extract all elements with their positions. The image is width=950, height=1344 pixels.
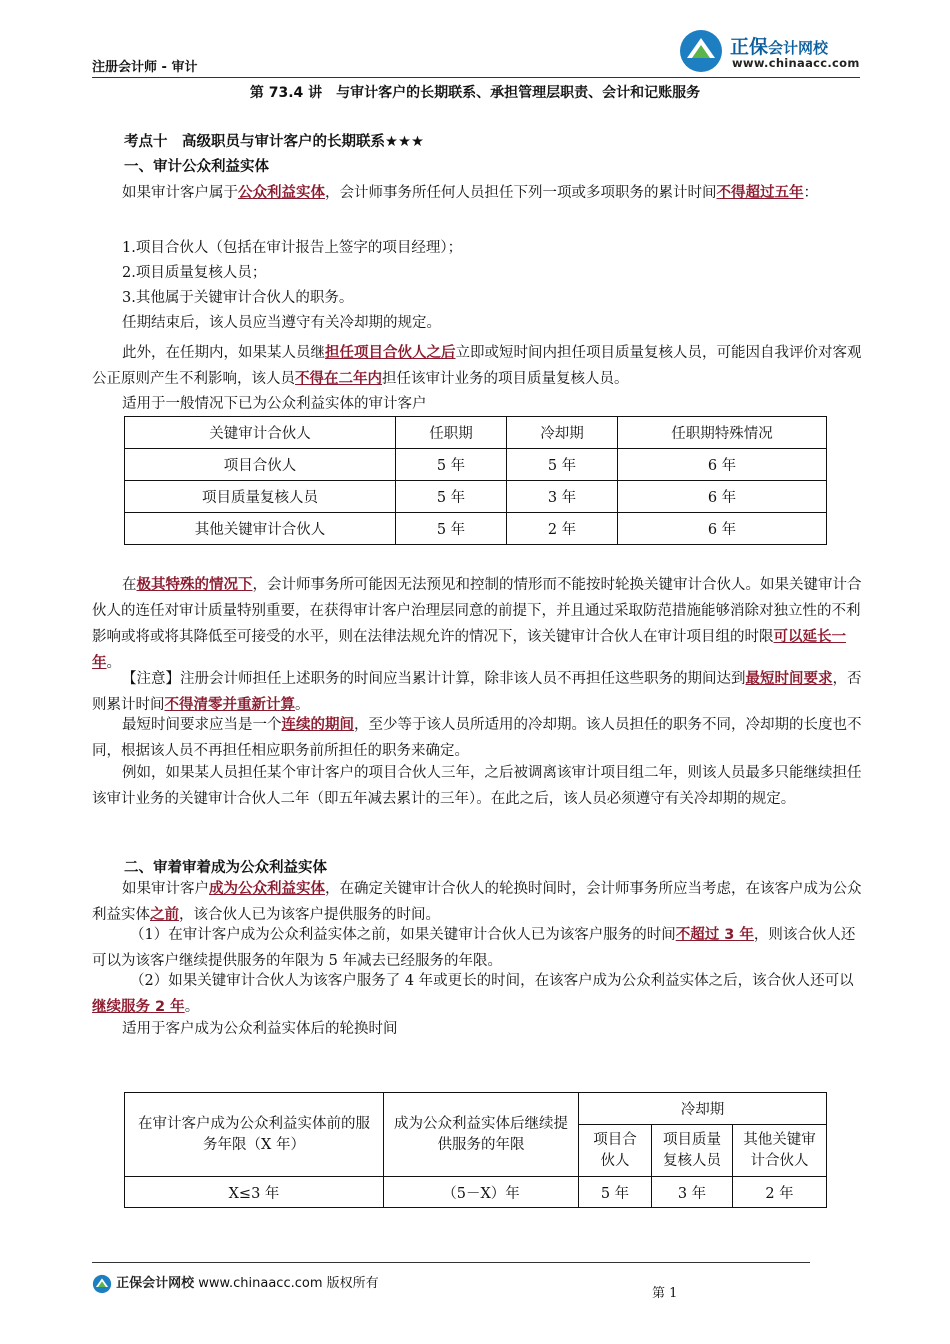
paragraph-rule-2: （2）如果关键审计合伙人为该客户服务了 4 年或更长的时间，在该客户成为公众利益实体之后，该合伙人还可以继续服务 2 年。 (92, 973, 854, 1015)
footer-copyright: www.chinaacc.com 版权所有 (194, 1276, 379, 1291)
header-divider (92, 77, 860, 78)
paragraph-min-period: 最短时间要求应当是一个连续的期间，至少等于该人员所适用的冷却期。该人员担任的职务不同，冷却期的长度也不同，根据该人员不再担任相应职务前所担任的职务来确定。 (92, 717, 862, 759)
table-header: 任职期特殊情况 (618, 417, 827, 449)
table-header: 冷却期 (507, 417, 618, 449)
footer-logo-icon (92, 1274, 112, 1294)
table-header: 在审计客户成为公众利益实体前的服务年限（X 年） (125, 1093, 384, 1177)
paragraph-1: 如果审计客户属于公众利益实体，会计师事务所任何人员担任下列一项或多项职务的累计时间不得超过五年： (122, 185, 818, 201)
paragraph-2: 此外，在任期内，如果某人员继担任项目合伙人之后立即或短时间内担任项目质量复核人员，可能因自我评价对客观公正原则产生不利影响，该人员不得在二年内担任该审计业务的项目质量复核人员。 (92, 345, 862, 387)
table-row: 其他关键审计合伙人 5 年 2 年 6 年 (125, 513, 827, 545)
logo-icon (678, 28, 724, 74)
header-course-label: 注册会计师 - 审计 (92, 60, 198, 75)
paragraph-3: 在极其特殊的情况下，会计师事务所可能因无法预见和控制的情形而不能按时轮换关键审计合伙人。如果关键审计合伙人的连任对审计质量特别重要，在获得审计客户治理层同意的前提下，并且通过采取防范措施能够消除对独立性的不利影响或将或将其降低至可接受的水平，则在法律法规允许的情况下，该关键审计合伙人在审计项目组的时限可以延长一年。 (92, 577, 862, 671)
table2-caption: 适用于客户成为公众利益实体后的轮换时间 (122, 1021, 398, 1037)
list-item: 1.项目合伙人（包括在审计报告上签字的项目经理）； (122, 240, 463, 256)
logo-sub: 会计网校 (768, 39, 829, 57)
paragraph-4: 如果审计客户成为公众利益实体，在确定关键审计合伙人的轮换时间时，会计师事务所应当考虑，在该客户成为公众利益实体之前，该合伙人已为该客户提供服务的时间。 (92, 881, 862, 923)
table-row: 项目质量复核人员 5 年 3 年 6 年 (125, 481, 827, 513)
paragraph-rule-1: （1）在审计客户成为公众利益实体之前，如果关键审计合伙人已为该客户服务的时间不超过 3 年，则该合伙人还可以为该客户继续提供服务的年限为 5 年减去已经服务的年限。 (92, 927, 856, 969)
list-item: 3.其他属于关键审计合伙人的职务。 (122, 290, 354, 306)
footer (92, 1272, 379, 1294)
footer-brand: 正保会计网校 (116, 1276, 195, 1291)
section1-heading: 一、审计公众利益实体 (124, 159, 269, 175)
footer-divider (92, 1262, 810, 1263)
transition-table (124, 1092, 827, 1208)
table-header-cooling: 冷却期 (579, 1093, 827, 1125)
section2-heading: 二、审着审着成为公众利益实体 (124, 860, 327, 876)
paragraph-term-end: 任期结束后，该人员应当遵守有关冷却期的规定。 (122, 315, 441, 331)
table-subheader: 项目合伙人 (579, 1125, 652, 1177)
table-header-row (125, 417, 827, 449)
topic-heading: 考点十 高级职员与审计客户的长期联系★★★ (124, 134, 424, 150)
table1-caption: 适用于一般情况下已为公众利益实体的审计客户 (122, 396, 427, 412)
table-row: X≤3 年 （5－X）年 5 年 3 年 2 年 (125, 1177, 827, 1208)
logo-name: 正保 (730, 36, 769, 58)
page-number: 第 1 (652, 1286, 678, 1301)
rotation-table (124, 416, 827, 545)
table-subheader: 项目质量复核人员 (652, 1125, 733, 1177)
table-subheader: 其他关键审计合伙人 (733, 1125, 827, 1177)
table-header: 成为公众利益实体后继续提供服务的年限 (384, 1093, 579, 1177)
paragraph-example: 例如，如果某人员担任某个审计客户的项目合伙人三年，之后被调离该审计项目组二年，则该人员最多只能继续担任该审计业务的关键审计合伙人二年（即五年减去累计的三年）。在此之后，该人员必须遵守有关冷却期的规定。 (92, 765, 862, 807)
table-header: 任职期 (396, 417, 507, 449)
lecture-title: 第 73.4 讲 与审计客户的长期联系、承担管理层职责、会计和记账服务 (249, 85, 701, 101)
logo-url: www.chinaacc.com (732, 56, 860, 70)
table-header: 关键审计合伙人 (125, 417, 396, 449)
table-row: 项目合伙人 5 年 5 年 6 年 (125, 449, 827, 481)
list-item: 2.项目质量复核人员； (122, 265, 267, 281)
logo (678, 28, 868, 74)
paragraph-note: 【注意】注册会计师担任上述职务的时间应当累计计算，除非该人员不再担任这些职务的期间达到最短时间要求，否则累计时间不得清零并重新计算。 (92, 671, 862, 713)
